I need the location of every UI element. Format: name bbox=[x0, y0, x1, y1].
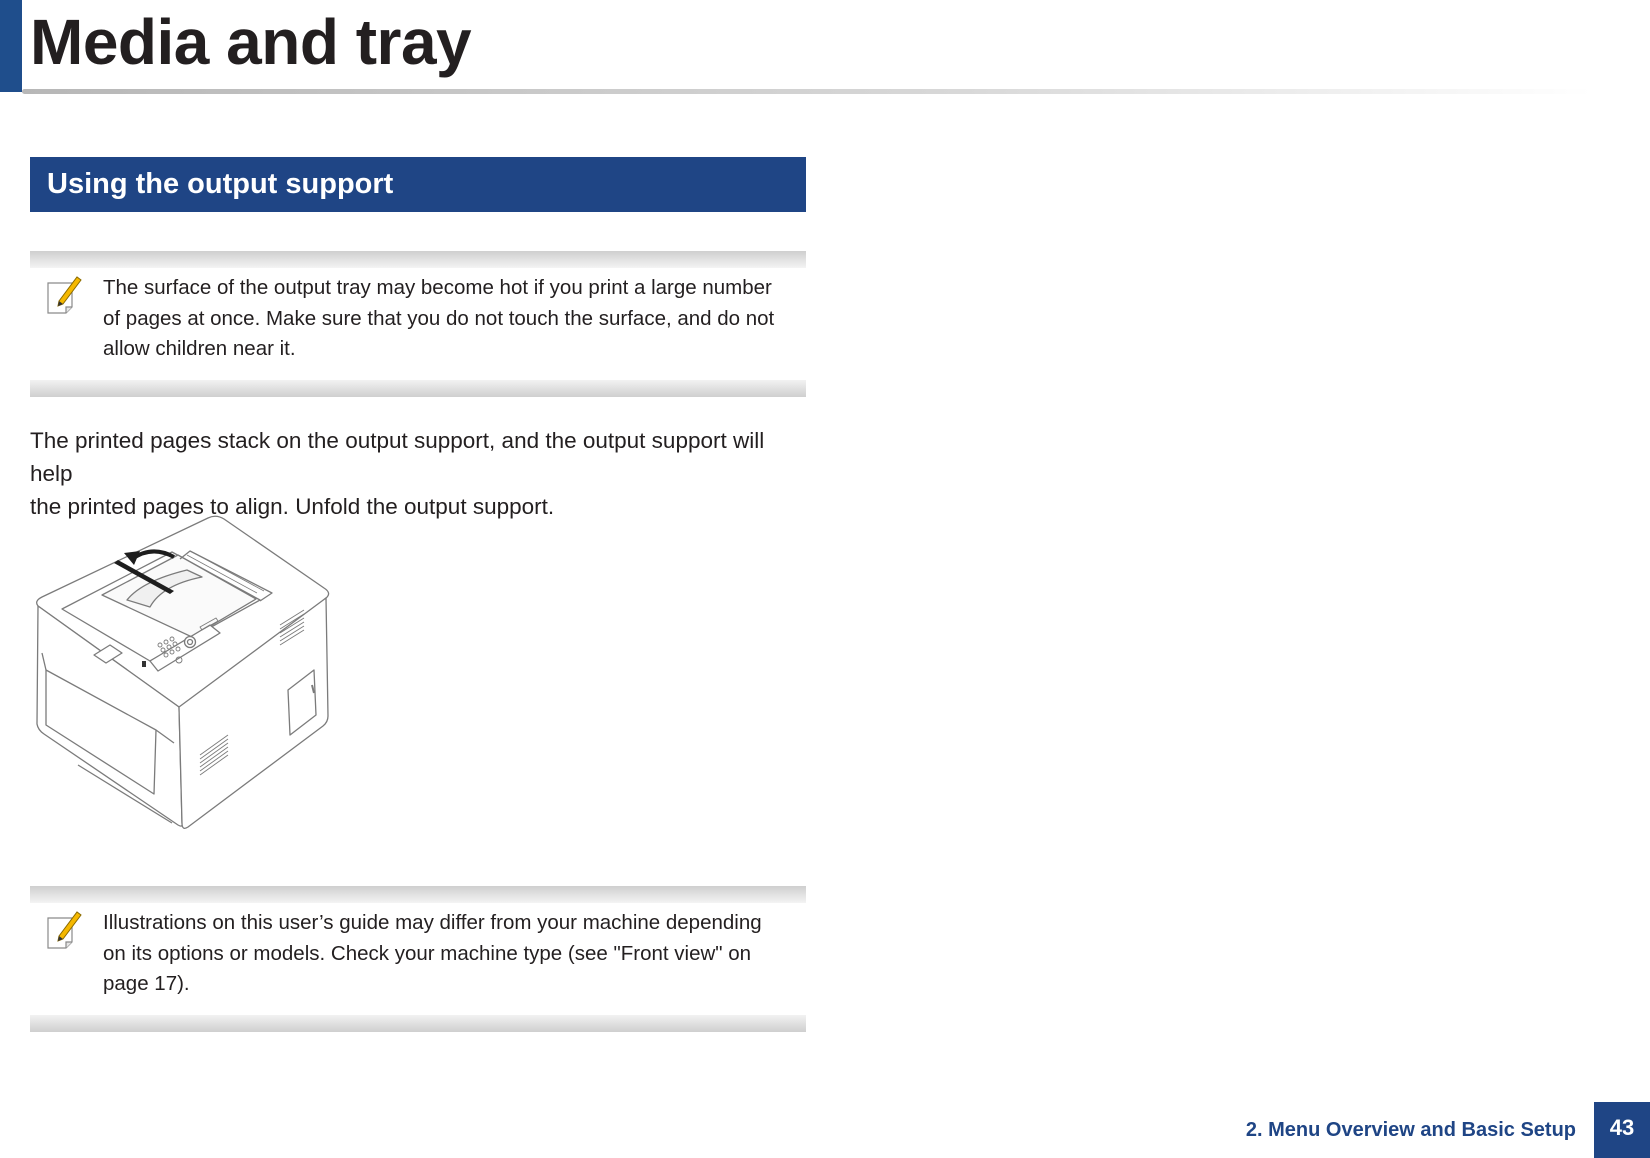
note-line: on its options or models. Check your machine type (see "Front view" on bbox=[103, 941, 752, 965]
note-top-bar bbox=[30, 251, 806, 268]
note-line: The surface of the output tray may become hot if you print a large number bbox=[103, 276, 772, 299]
note-bottom-bar bbox=[30, 380, 806, 397]
note-line: Illustrations on this user’s guide may differ from your machine depending bbox=[103, 911, 762, 934]
note-text bbox=[103, 273, 803, 365]
pencil-note-icon bbox=[46, 273, 84, 317]
title-accent-bar bbox=[0, 0, 22, 92]
note-line: allow children near it. bbox=[103, 337, 296, 360]
note-line: of pages at once. Make sure that you do not touch the surface, and do not bbox=[103, 306, 775, 330]
section-title: Using the output support bbox=[47, 168, 394, 200]
body-line: The printed pages stack on the output support, and the output support will help bbox=[30, 428, 765, 486]
section-header bbox=[30, 157, 806, 212]
pencil-note-icon bbox=[46, 908, 84, 952]
printer-output-support-illustration bbox=[32, 515, 348, 831]
note-box bbox=[30, 251, 806, 397]
page-number: 43 bbox=[1594, 1102, 1650, 1158]
note-line: page 17). bbox=[103, 972, 190, 995]
title-divider bbox=[22, 89, 1592, 94]
note-text bbox=[103, 908, 803, 1000]
footer-chapter: 2. Menu Overview and Basic Setup bbox=[1245, 1119, 1576, 1141]
note-top-bar bbox=[30, 886, 806, 903]
body-paragraph bbox=[30, 424, 810, 523]
page-title: Media and tray bbox=[30, 6, 472, 78]
note-bottom-bar bbox=[30, 1015, 806, 1032]
note-box bbox=[30, 886, 806, 1032]
body-line: the printed pages to align. Unfold the output support. bbox=[30, 494, 555, 519]
